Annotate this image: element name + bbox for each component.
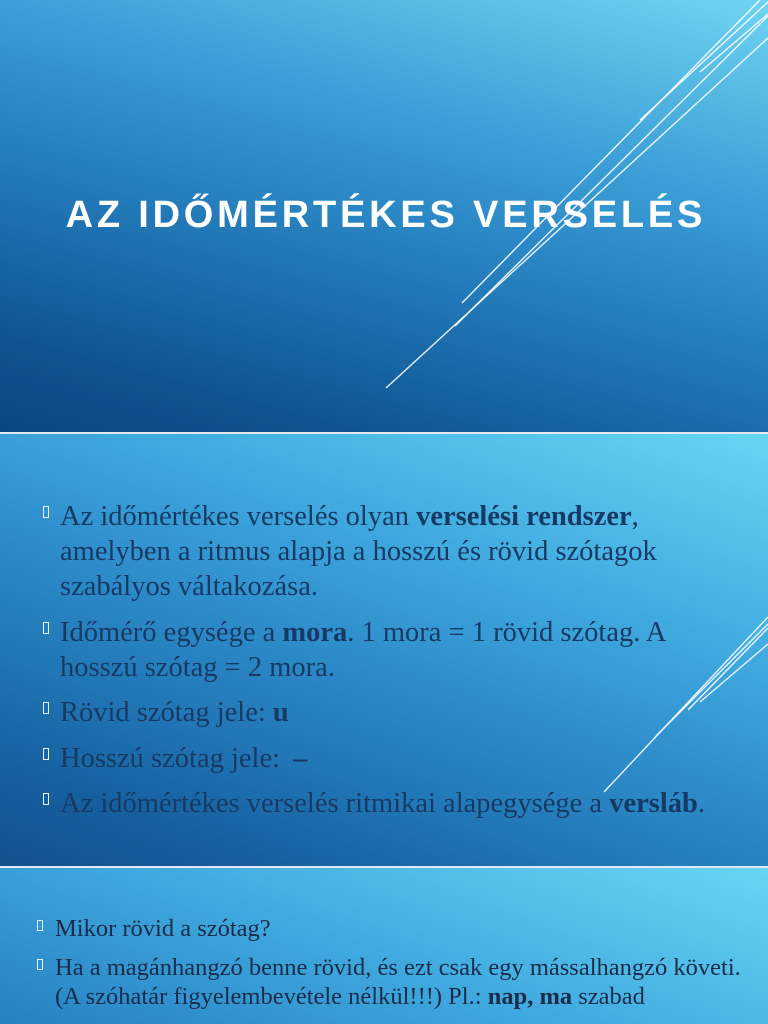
bullet-item [40,499,730,604]
bullet-text [60,501,657,602]
text-run: Ha a magánhangzó benne rövid, és ezt csak egy mássalhangzó követi. (A szóhatár figyelembevétele nélkül!!!) Pl.: [55,954,741,1010]
long-syllable-mark: – [293,742,308,774]
short-syllable-mark: u [272,697,289,728]
diagonal-line [455,16,768,326]
bullet-list [35,914,757,1021]
bullet-text [60,617,665,683]
text-run: Hosszú szótag jele: [60,742,288,774]
text-run: Mikor rövid a szótag? [55,915,271,942]
key-term: verselési rendszer [416,501,632,532]
content-slide-definitions [0,434,768,866]
bullet-text [60,743,307,774]
title-slide [0,0,768,432]
bullet-item [40,786,730,821]
bullet-item [35,953,757,1011]
bullet-item [35,914,757,943]
bullet-text [60,697,289,728]
example-words: nap, ma [487,983,573,1010]
diagonal-line [640,2,768,120]
text-run: Rövid szótag jele: [60,697,273,728]
box-bullet-icon [43,506,49,518]
text-run: , amelyben a ritmus alapja a hosszú és rövid szótagok szabályos váltakozása. [60,501,657,602]
key-term: versláb [609,788,698,819]
bullet-item [40,741,730,776]
box-bullet-icon [37,959,43,970]
text-run: . 1 mora = 1 rövid szótag. A hosszú szótag = 2 mora. [60,616,665,683]
box-bullet-icon [43,793,49,805]
diagonal-line [462,0,760,303]
text-run: szabad [572,983,645,1010]
text-run: . [697,788,705,819]
bullet-item [40,615,730,685]
bullet-text [60,788,705,819]
bullet-list [40,499,730,832]
diagonal-line [700,14,768,72]
text-run: Az időmértékes verselés olyan [60,501,417,532]
content-slide-short-syllables [0,868,768,1024]
bullet-item [40,695,730,730]
box-bullet-icon [43,748,49,760]
text-run: Időmérő egysége a [60,616,283,648]
box-bullet-icon [37,920,43,931]
text-run: Az időmértékes verselés ritmikai alapegysége a [60,788,610,819]
slide-title: AZ IDŐMÉRTÉKES VERSELÉS [65,194,707,236]
box-bullet-icon [43,702,49,714]
box-bullet-icon [43,622,49,634]
bullet-text [55,915,271,942]
bullet-text [55,954,741,1010]
key-term: mora [282,616,348,648]
